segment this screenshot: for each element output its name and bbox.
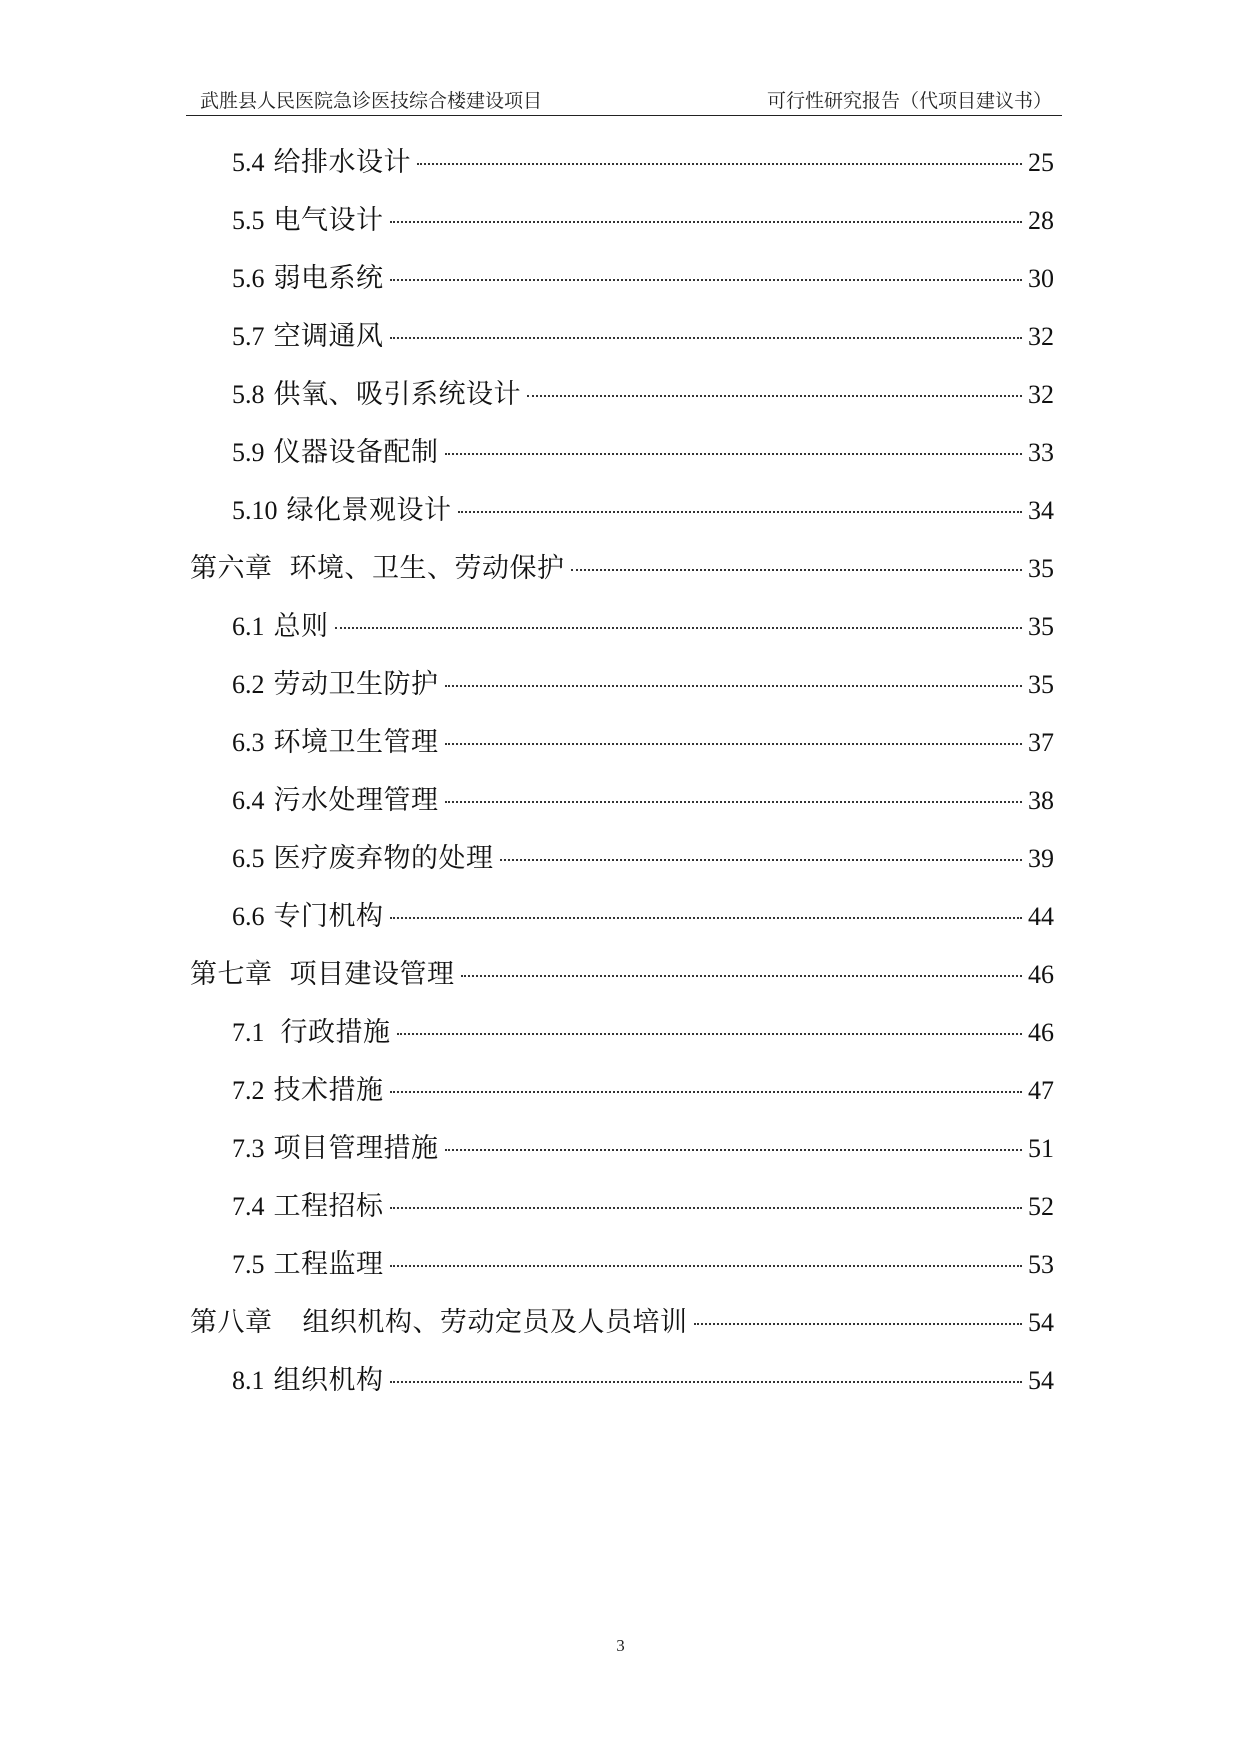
toc-entry-page: 37 [1028, 728, 1054, 757]
toc-entry-page: 25 [1028, 148, 1054, 177]
toc-dot-leader [390, 221, 1023, 223]
toc-entry-title: 电气设计 [273, 205, 384, 236]
toc-entry-page: 38 [1028, 786, 1054, 815]
toc-entry-number: 6.4 [232, 786, 265, 815]
toc-entry-title: 行政措施 [280, 1017, 391, 1048]
toc-entry-number: 5.4 [232, 148, 265, 177]
toc-entry-number: 5.7 [232, 322, 265, 351]
toc-dot-leader [458, 511, 1023, 513]
toc-entry-page: 39 [1028, 844, 1054, 873]
toc-entry-page: 32 [1028, 322, 1054, 351]
toc-dot-leader [445, 743, 1023, 745]
toc-dot-leader [527, 395, 1022, 397]
toc-entry-title: 空调通风 [273, 321, 384, 352]
toc-dot-leader [445, 1149, 1023, 1151]
toc-entry-page: 54 [1028, 1366, 1054, 1395]
toc-entry-page: 46 [1028, 1018, 1054, 1047]
toc-entry[interactable] [232, 433, 1054, 473]
toc-entry-page: 35 [1028, 554, 1054, 583]
toc-entry[interactable] [232, 1013, 1054, 1053]
toc-dot-leader [461, 975, 1023, 977]
toc-entry-title: 组织机构、劳动定员及人员培训 [302, 1307, 688, 1338]
toc-entry-title: 污水处理管理 [273, 785, 439, 816]
toc-entry-page: 32 [1028, 380, 1054, 409]
toc-entry[interactable] [232, 375, 1054, 415]
toc-dot-leader [335, 627, 1023, 629]
toc-entry-number: 6.5 [232, 844, 265, 873]
toc-entry-page: 52 [1028, 1192, 1054, 1221]
toc-entry-title: 环境卫生管理 [273, 727, 439, 758]
toc-entry[interactable] [232, 607, 1054, 647]
toc-entry-number: 5.10 [232, 496, 278, 525]
toc-entry[interactable] [232, 1361, 1054, 1401]
toc-entry-title: 仪器设备配制 [273, 437, 439, 468]
toc-entry[interactable] [232, 1071, 1054, 1111]
toc-entry[interactable] [232, 201, 1054, 241]
toc-entry-number: 5.5 [232, 206, 265, 235]
toc-entry-page: 35 [1028, 612, 1054, 641]
toc-dot-leader [390, 1265, 1023, 1267]
toc-entry[interactable] [232, 317, 1054, 357]
toc-dot-leader [390, 917, 1023, 919]
toc-chapter-label: 第六章 [190, 553, 273, 584]
toc-dot-leader [445, 685, 1023, 687]
toc-entry-title: 工程招标 [273, 1191, 384, 1222]
toc-entry-number: 7.1 [232, 1018, 265, 1047]
toc-dot-leader [390, 279, 1023, 281]
toc-entry[interactable] [232, 143, 1054, 183]
header-document-type: 可行性研究报告（代项目建议书） [766, 90, 1052, 112]
toc-entry-page: 46 [1028, 960, 1054, 989]
toc-entry-title: 组织机构 [273, 1365, 384, 1396]
toc-entry-title: 绿化景观设计 [286, 495, 452, 526]
toc-entry-page: 28 [1028, 206, 1054, 235]
toc-dot-leader [694, 1323, 1023, 1325]
toc-entry-number: 7.5 [232, 1250, 265, 1279]
toc-entry-title: 总则 [273, 611, 329, 642]
toc-entry-title: 环境、卫生、劳动保护 [289, 553, 565, 584]
toc-entry-page: 44 [1028, 902, 1054, 931]
toc-entry-page: 47 [1028, 1076, 1054, 1105]
toc-entry-title: 专门机构 [273, 901, 384, 932]
toc-chapter-entry[interactable] [190, 955, 1054, 995]
toc-entry[interactable] [232, 781, 1054, 821]
toc-dot-leader [445, 453, 1023, 455]
toc-dot-leader [571, 569, 1023, 571]
toc-dot-leader [390, 1207, 1023, 1209]
toc-chapter-entry[interactable] [190, 549, 1054, 589]
toc-chapter-entry[interactable] [190, 1303, 1054, 1343]
toc-dot-leader [390, 1091, 1023, 1093]
toc-entry-title: 工程监理 [273, 1249, 384, 1280]
toc-entry-number: 6.6 [232, 902, 265, 931]
toc-entry[interactable] [232, 1129, 1054, 1169]
header-divider [186, 115, 1062, 116]
page-header [186, 86, 1062, 116]
toc-entry-number: 7.4 [232, 1192, 265, 1221]
toc-entry-page: 53 [1028, 1250, 1054, 1279]
toc-entry-number: 7.3 [232, 1134, 265, 1163]
toc-dot-leader [397, 1033, 1023, 1035]
toc-entry-title: 技术措施 [273, 1075, 384, 1106]
toc-entry-number: 7.2 [232, 1076, 265, 1105]
toc-entry[interactable] [232, 897, 1054, 937]
toc-entry-number: 6.2 [232, 670, 265, 699]
toc-chapter-label: 第八章 [190, 1307, 273, 1338]
toc-entry-number: 6.1 [232, 612, 265, 641]
toc-entry-number: 5.8 [232, 380, 265, 409]
toc-entry-page: 30 [1028, 264, 1054, 293]
toc-entry-title: 项目管理措施 [273, 1133, 439, 1164]
toc-entry-page: 34 [1028, 496, 1054, 525]
toc-entry-number: 8.1 [232, 1366, 265, 1395]
toc-entry[interactable] [232, 839, 1054, 879]
toc-entry-number: 6.3 [232, 728, 265, 757]
toc-entry-title: 项目建设管理 [289, 959, 455, 990]
toc-entry-title: 供氧、吸引系统设计 [273, 379, 521, 410]
toc-entry[interactable] [232, 723, 1054, 763]
toc-chapter-label: 第七章 [190, 959, 273, 990]
toc-entry[interactable] [232, 491, 1054, 531]
toc-entry[interactable] [232, 1187, 1054, 1227]
toc-entry-page: 35 [1028, 670, 1054, 699]
page-number: 3 [616, 1636, 625, 1655]
header-project-title: 武胜县人民医院急诊医技综合楼建设项目 [200, 90, 543, 112]
toc-entry[interactable] [232, 259, 1054, 299]
toc-entry-title: 劳动卫生防护 [273, 669, 439, 700]
toc-entry-page: 33 [1028, 438, 1054, 467]
toc-entry-title: 医疗废弃物的处理 [273, 843, 494, 874]
toc-dot-leader [390, 1381, 1023, 1383]
toc-entry[interactable] [232, 1245, 1054, 1285]
toc-entry-page: 54 [1028, 1308, 1054, 1337]
toc-entry-page: 51 [1028, 1134, 1054, 1163]
toc-dot-leader [500, 859, 1023, 861]
toc-dot-leader [390, 337, 1023, 339]
toc-entry-title: 给排水设计 [273, 147, 411, 178]
toc-entry[interactable] [232, 665, 1054, 705]
toc-dot-leader [417, 163, 1022, 165]
toc-dot-leader [445, 801, 1023, 803]
toc-entry-title: 弱电系统 [273, 263, 384, 294]
toc-entry-number: 5.6 [232, 264, 265, 293]
toc-entry-number: 5.9 [232, 438, 265, 467]
